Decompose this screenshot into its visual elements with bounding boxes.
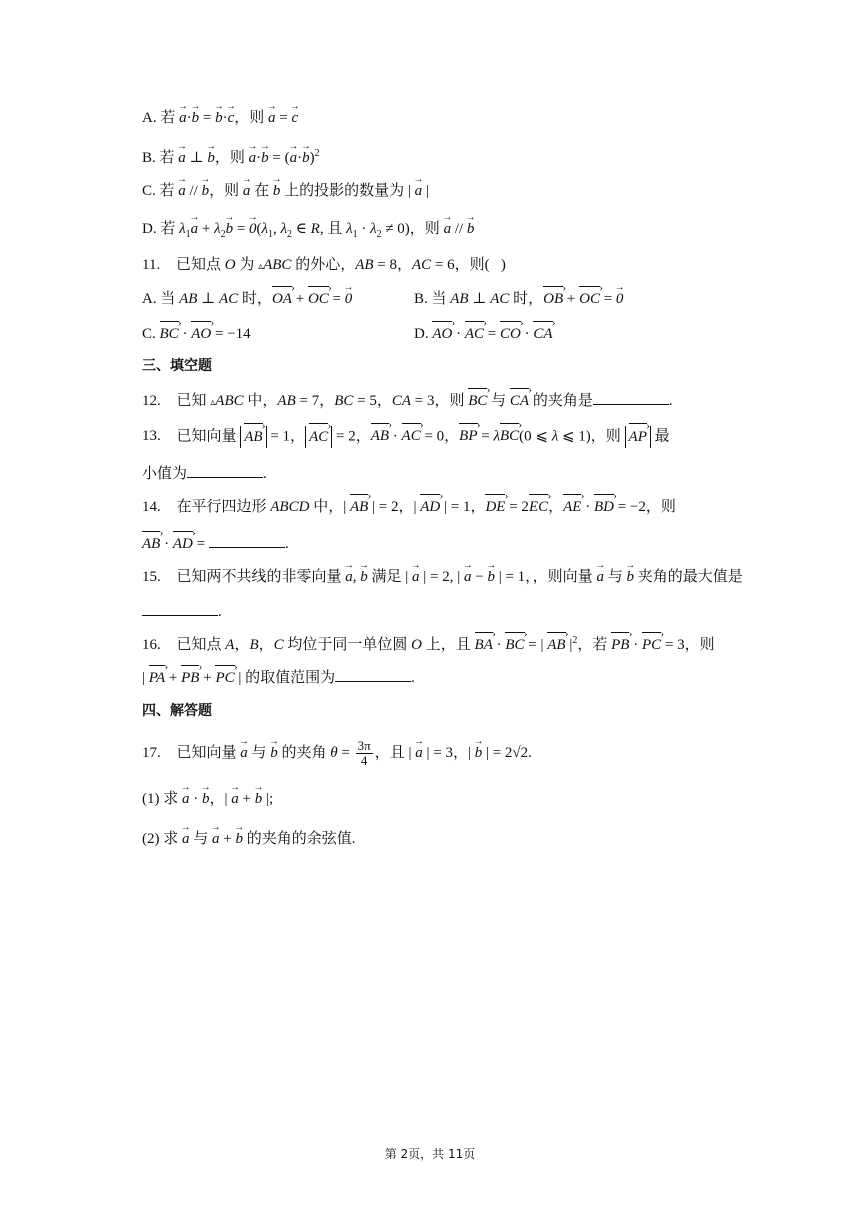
- section-heading-answer: 四、解答题: [142, 703, 212, 719]
- q14-end: .: [285, 536, 289, 552]
- q15-end: .: [218, 604, 222, 620]
- q15-line-2: [142, 601, 222, 622]
- q11-option-d: D. AO › · AC › = CO › · CA ›: [414, 324, 553, 344]
- q16-line-2: | PA › + PB › + PC › | 的取值范围为 .: [142, 667, 415, 688]
- q14-line-2: AB › · AD › = .: [142, 533, 289, 554]
- q10-option-d: D. 若 $\lambda_1\to a + \lambda_2\to b$ = → $0(\lambda_1$, $\lambda_2$ ∈ R, 且 $\lambda_1 \cdot \lambda_2 \ne 0$)，则 → a // → b: [142, 219, 474, 245]
- q15-line-1: 15. 已知两不共线的非零向量 → a, → b 满足 | → a | = 2, | → a − → b | = 1，，则向量 → a 与 → b 夹角的最大值是: [142, 567, 743, 587]
- q17-frac-top: 3π: [357, 738, 371, 754]
- q17-frac-bottom: 4: [360, 753, 368, 769]
- q13-end: .: [263, 466, 267, 482]
- q11-stem: 11. 已知点 O 为 ▵ABC 的外心，AB = 8，AC = 6，则( ): [142, 257, 506, 273]
- q10-option-a: A. 若 → a·→ b = → b·→ c，则 → a = → c: [142, 108, 298, 128]
- q17-stem: 17. 已知向量 → a 与 → b 的夹角 θ = $\frac{3\pi}{4}$ ，且 | → a | = 3，| → b | = 2√2.: [142, 738, 532, 768]
- q10-option-b: B. 若 → a ⊥ → b，则 → a·→ b = (→ a·→ b)$^2$: [142, 144, 320, 168]
- q13-number: 13.: [142, 428, 161, 445]
- q15-answer-blank: [142, 601, 218, 616]
- q13-line-1: 13. 已知向量 AB › = 1， AC › = 2，AB › · AC › = 0，BP › = λBC ›(0 ⩽ λ ⩽ 1)，则 AP › 最: [142, 426, 670, 448]
- q17-fraction: [356, 739, 373, 768]
- q16-number: 16.: [142, 637, 161, 653]
- q14-number: 14.: [142, 499, 161, 515]
- q16-end: .: [411, 670, 415, 686]
- q11-option-a: A. 当 AB ⊥ AC 时，OA › + OC › = → 0: [142, 289, 352, 309]
- q12-end: .: [668, 393, 673, 409]
- q16-line-1: 16. 已知点 A，B，C 均位于同一单位圆 O 上，且 BA › · BC › = | AB › $|^2$，若 PB › · PC › = 3，则: [142, 631, 715, 655]
- section-heading-fill-blank: 三、填空题: [142, 358, 212, 374]
- q11-option-c: C. BC › · AO › = −14: [142, 324, 251, 344]
- q12-answer-blank: [593, 390, 669, 405]
- q17-number: 17.: [142, 745, 161, 761]
- q17-part-1: (1) 求 → a · → b，| → a + → b |;: [142, 789, 273, 809]
- q11-option-b: B. 当 AB ⊥ AC 时，OB › + OC › = → 0: [414, 289, 623, 309]
- q15-number: 15.: [142, 569, 161, 585]
- q14-line-1: 14. 在平行四边形 ABCD 中，| AB › | = 2，| AD › | = 1，DE › = 2EC ›，AE › · BD › = −2，则: [142, 497, 676, 517]
- q17-part-2: (2) 求 → a 与 → a + → b 的夹角的余弦值.: [142, 829, 356, 849]
- q13-answer-blank: [187, 463, 263, 478]
- q12-number: 12.: [142, 393, 161, 409]
- q16-answer-blank: [335, 667, 411, 682]
- q13-line-2: [142, 463, 267, 484]
- q11-number: 11.: [142, 257, 161, 273]
- page-footer: 第 2页，共 11页: [384, 1147, 476, 1161]
- q10-option-c: C. 若 → a // → b，则 → a 在 → b 上的投影的数量为 | → a |: [142, 181, 429, 201]
- q13-text2: 小值为: [142, 466, 188, 482]
- q14-answer-blank: [209, 533, 285, 548]
- q12: 12. 已知 ▵ABC 中，AB = 7，BC = 5，CA = 3，则 BC › 与 CA › 的夹角是 .: [142, 390, 673, 413]
